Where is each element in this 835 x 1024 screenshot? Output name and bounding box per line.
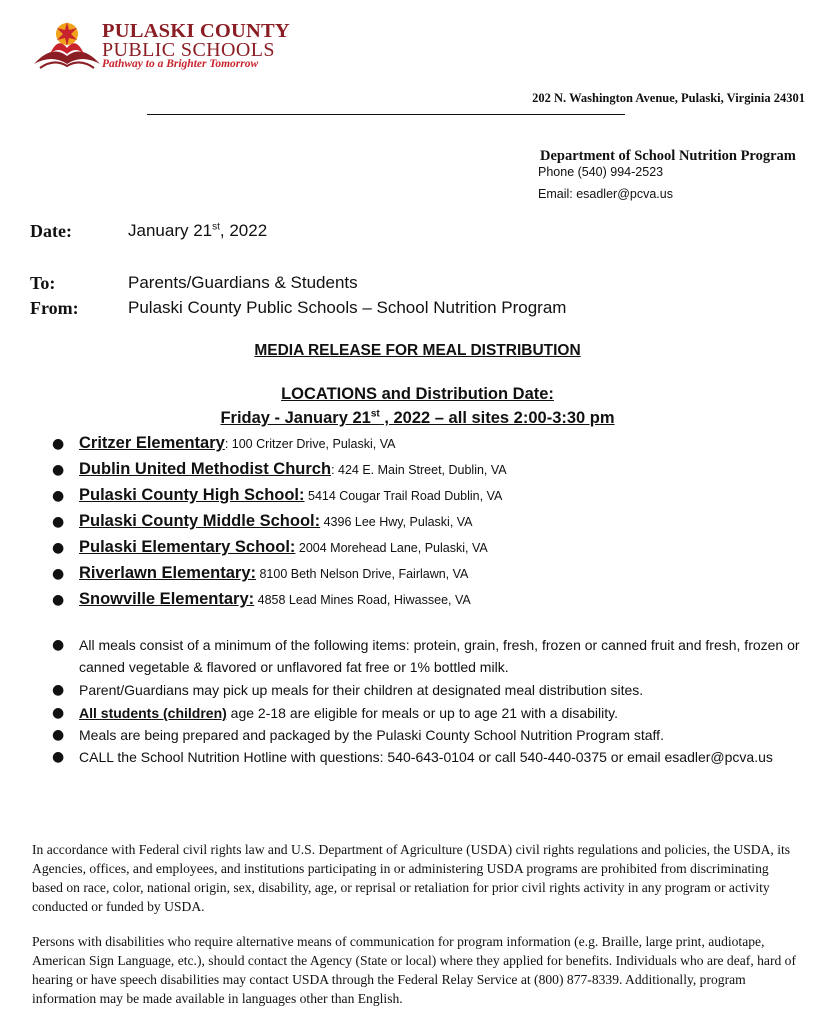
info-item: ● CALL the School Nutrition Hotline with questions: 540-643-0104 or call 540-440-0375 or email esadler@pcva.us	[52, 749, 773, 765]
nondiscrimination-statement	[32, 840, 802, 916]
from-value: Pulaski County Public Schools – School Nutrition Program	[128, 298, 567, 317]
department-name: Department of School Nutrition Program	[540, 148, 796, 164]
release-title: MEDIA RELEASE FOR MEAL DISTRIBUTION	[254, 342, 581, 359]
date-value: January 21st, 2022	[128, 221, 268, 240]
from-label: From:	[30, 298, 79, 318]
info-item: ● Meals are being prepared and packaged by the Pulaski County School Nutrition Program staff.	[52, 727, 664, 743]
location-item: ● Riverlawn Elementary: 8100 Beth Nelson Drive, Fairlawn, VA	[52, 564, 469, 582]
logo-line-2: PUBLIC SCHOOLS	[102, 39, 275, 61]
date-label: Date:	[30, 221, 72, 241]
accessibility-paragraph: Persons with disabilities who require alternative means of communication for program information (e.g. Braille, large print, audiotape, American Sign Language, etc.), should contact the Agency (State or local) where they applied for benefits. Individuals who are deaf, hard of hearing or have speech disabilities may contact USDA through the Federal Relay Service at (800) 877-8339. Additionally, program information may be made available in languages other than English.	[32, 934, 796, 1006]
school-emblem-icon	[32, 18, 102, 74]
info-item: ● All meals consist of a minimum of the following items: protein, grain, fresh, frozen or canned fruit and fresh, frozen or canned vegetable & flavored or unflavored fat free or 1% bottled milk.	[52, 637, 800, 675]
location-item: ● Critzer Elementary: 100 Critzer Drive, Pulaski, VA	[52, 434, 396, 452]
location-item: ● Pulaski Elementary School: 2004 Morehead Lane, Pulaski, VA	[52, 538, 488, 556]
department-phone: Phone (540) 994-2523	[538, 165, 664, 179]
accessibility-statement	[32, 932, 802, 1008]
info-item: ● All students (children) age 2-18 are eligible for meals or up to age 21 with a disability.	[52, 705, 618, 721]
location-item: ● Snowville Elementary: 4858 Lead Mines Road, Hiwassee, VA	[52, 590, 471, 608]
school-address: 202 N. Washington Avenue, Pulaski, Virginia 24301	[532, 91, 805, 105]
to-value: Parents/Guardians & Students	[128, 273, 358, 292]
location-item: ● Pulaski County Middle School: 4396 Lee Hwy, Pulaski, VA	[52, 512, 473, 530]
logo-line-1: PULASKI COUNTY	[102, 20, 290, 42]
to-label: To:	[30, 273, 56, 293]
header-divider	[147, 114, 625, 115]
locations-heading: LOCATIONS and Distribution Date:	[281, 385, 554, 403]
location-item: ● Pulaski County High School: 5414 Cougar Trail Road Dublin, VA	[52, 486, 503, 504]
logo-tagline: Pathway to a Brighter Tomorrow	[102, 58, 259, 70]
department-email: Email: esadler@pcva.us	[538, 187, 673, 201]
info-item: ● Parent/Guardians may pick up meals for their children at designated meal distribution sites.	[52, 682, 644, 698]
location-item: ● Dublin United Methodist Church: 424 E. Main Street, Dublin, VA	[52, 460, 507, 478]
nondiscrimination-paragraph: In accordance with Federal civil rights law and U.S. Department of Agriculture (USDA) civil rights regulations and policies, the USDA, its Agencies, offices, and employees, and institutions participating in or administering USDA programs are prohibited from discriminating based on race, color, national origin, sex, disability, age, or reprisal or retaliation for prior civil rights activity in any program or activity conducted or funded by USDA.	[32, 842, 791, 914]
distribution-date: Friday - January 21st , 2022 – all sites 2:00-3:30 pm	[220, 408, 615, 427]
